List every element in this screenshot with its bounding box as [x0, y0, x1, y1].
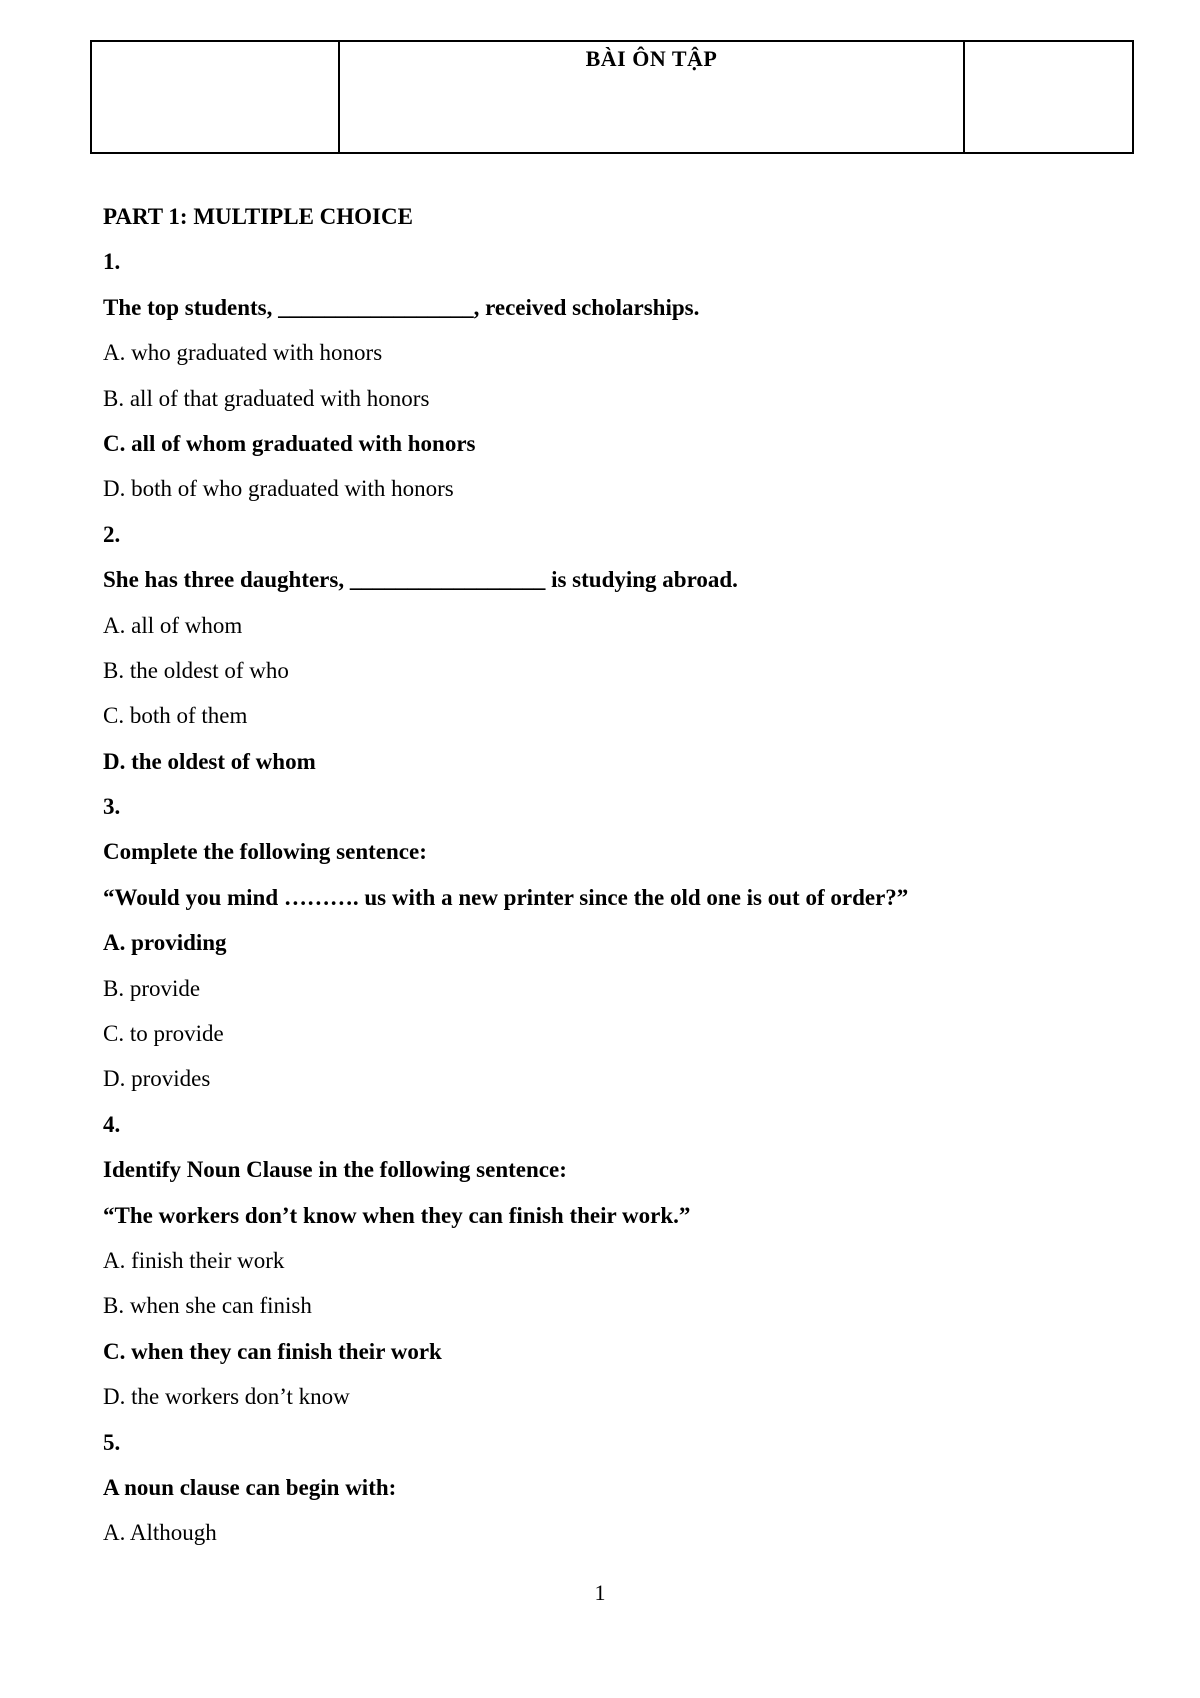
answer-option-d-correct: D. the oldest of whom: [103, 748, 316, 774]
answer-option-b: B. all of that graduated with honors: [103, 385, 430, 411]
question-sentence: “The workers don’t know when they can finish their work.”: [103, 1202, 691, 1228]
question-number: 4.: [103, 1111, 121, 1137]
header-cell-center: [339, 41, 964, 153]
question-prompt: She has three daughters, _________________ is studying abroad.: [103, 567, 738, 593]
header-cell-right: [964, 41, 1133, 153]
header-cell-left: [91, 41, 339, 153]
answer-option-c-correct: C. all of whom graduated with honors: [103, 430, 476, 456]
question-sentence: “Would you mind ………. us with a new printer since the old one is out of order?”: [103, 884, 909, 910]
answer-option-a: A. who graduated with honors: [103, 340, 383, 366]
question-2: [103, 518, 1123, 790]
question-prompt: Complete the following sentence:: [103, 839, 427, 865]
page-number: 1: [594, 1580, 606, 1605]
question-number: 3.: [103, 794, 121, 820]
question-prompt: Identify Noun Clause in the following sentence:: [103, 1157, 567, 1183]
answer-option-c: C. both of them: [103, 703, 248, 729]
question-number: 1.: [103, 249, 121, 275]
answer-option-b: B. the oldest of who: [103, 657, 289, 683]
answer-option-c: C. to provide: [103, 1021, 224, 1047]
question-3: [103, 790, 1123, 1108]
question-prompt: A noun clause can begin with:: [103, 1474, 397, 1500]
answer-option-d: D. the workers don’t know: [103, 1384, 350, 1410]
answer-option-a-correct: A. providing: [103, 930, 227, 956]
answer-option-d: D. both of who graduated with honors: [103, 476, 454, 502]
answer-option-a: A. all of whom: [103, 612, 243, 638]
document-title: BÀI ÔN TẬP: [585, 46, 718, 71]
question-number: 2.: [103, 521, 121, 547]
answer-option-d: D. provides: [103, 1066, 211, 1092]
document-body: [103, 200, 1123, 1562]
answer-option-b: B. when she can finish: [103, 1293, 312, 1319]
question-prompt: The top students, _________________, received scholarships.: [103, 294, 700, 320]
question-1: [103, 245, 1123, 517]
question-4: [103, 1108, 1123, 1426]
question-5: [103, 1426, 1123, 1562]
header-table: [90, 40, 1134, 154]
answer-option-a: A. Although: [103, 1520, 217, 1546]
answer-option-c-correct: C. when they can finish their work: [103, 1338, 442, 1364]
answer-option-b: B. provide: [103, 975, 201, 1001]
answer-option-a: A. finish their work: [103, 1247, 285, 1273]
question-number: 5.: [103, 1429, 121, 1455]
section-title: PART 1: MULTIPLE CHOICE: [103, 204, 413, 229]
